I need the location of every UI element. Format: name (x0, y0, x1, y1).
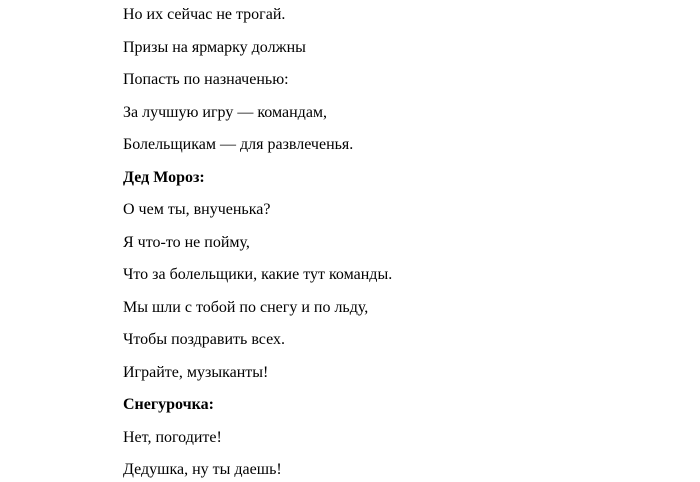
speaker-name: Снегурочка: (123, 396, 214, 413)
document-page (123, 0, 683, 482)
text-line: Чтобы поздравить всех. (123, 331, 285, 348)
text-line: Играйте, музыканты! (123, 364, 269, 381)
text-line: Я что-то не пойму, (123, 234, 250, 251)
text-line: Что за болельщики, какие тут команды. (123, 266, 393, 283)
text-line: Мы шли с тобой по снегу и по льду, (123, 299, 369, 316)
text-line: За лучшую игру — командам, (123, 104, 328, 121)
text-line: Призы на ярмарку должны (123, 39, 306, 56)
speaker-name: Дед Мороз: (123, 169, 205, 186)
text-line: Болельщикам — для развлеченья. (123, 136, 354, 153)
text-line: О чем ты, внученька? (123, 201, 271, 218)
text-line: Дедушка, ну ты даешь! (123, 461, 282, 478)
text-line: Нет, погодите! (123, 429, 222, 446)
text-line: Попасть по назначенью: (123, 71, 289, 88)
text-line: Но их сейчас не трогай. (123, 6, 286, 23)
